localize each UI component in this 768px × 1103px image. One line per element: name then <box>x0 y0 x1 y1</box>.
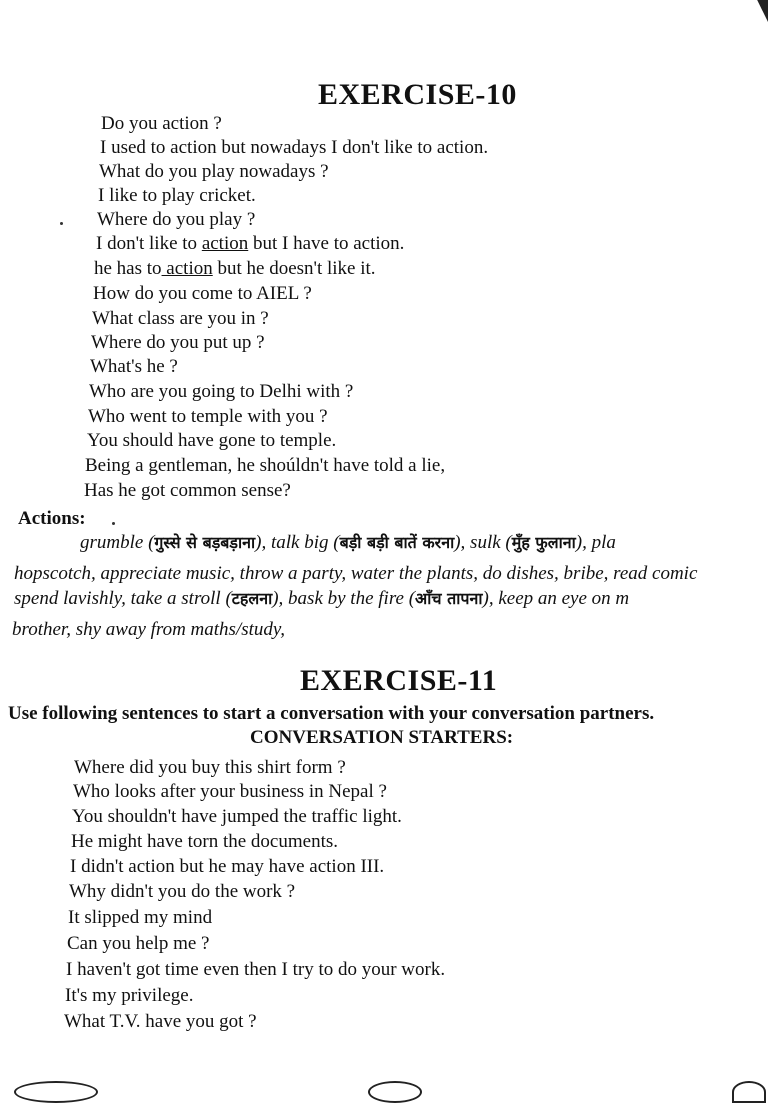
actions-line-3: spend lavishly, take a stroll (टहलना), bask by the fire (आँच तापना), keep an eye on m <box>14 588 630 609</box>
exercise-11-line: It slipped my mind <box>68 907 213 928</box>
exercise-11-line: He might have torn the documents. <box>71 831 338 852</box>
exercise-11-line: Where did you buy this shirt form ? <box>74 757 346 778</box>
exercise-10-line: Being a gentleman, he shoúldn't have told a lie, <box>85 455 446 476</box>
exercise-10-line: How do you come to AIEL ? <box>93 283 312 304</box>
exercise-10-line: Has he got common sense? <box>84 480 291 501</box>
exercise-10-line: Who went to temple with you ? <box>88 406 328 427</box>
exercise-10-line: Do you action ? <box>101 113 222 134</box>
exercise-10-title: EXERCISE-10 <box>318 78 517 111</box>
exercise-10-line: I don't like to action but I have to action. <box>96 233 405 254</box>
bottom-shape-center <box>368 1081 422 1103</box>
exercise-11-line: Who looks after your business in Nepal ? <box>73 781 387 802</box>
bottom-shape-left <box>14 1081 98 1103</box>
exercise-11-line: I haven't got time even then I try to do your work. <box>66 959 446 980</box>
actions-line-1: grumble (गुस्से से बड़बड़ाना), talk big (बड़ी बड़ी बातें करना), sulk (मुँह फुलाना), pla <box>80 532 616 553</box>
exercise-11-intro: Use following sentences to start a conversation with your conversation partners. <box>8 703 655 724</box>
exercise-11-line: What T.V. have you got ? <box>64 1011 257 1032</box>
actions-line-4: brother, shy away from maths/study, <box>12 619 286 640</box>
exercise-10-line: he has to action but he doesn't like it. <box>94 258 376 279</box>
actions-line-2: hopscotch, appreciate music, throw a party, water the plants, do dishes, bribe, read comic <box>14 563 698 584</box>
exercise-11-line: I didn't action but he may have action III. <box>70 856 385 877</box>
exercise-11-line: You shouldn't have jumped the traffic light. <box>72 806 402 827</box>
exercise-11-line: Can you help me ? <box>67 933 210 954</box>
exercise-10-line: I like to play cricket. <box>98 185 256 206</box>
exercise-11-line: Why didn't you do the work ? <box>69 881 296 902</box>
bullet-speck <box>60 222 63 225</box>
exercise-10-line: Where do you put up ? <box>91 332 265 353</box>
exercise-10-line: I used to action but nowadays I don't like to action. <box>100 137 489 158</box>
conversation-starters-heading: CONVERSATION STARTERS: <box>250 727 514 748</box>
page-corner-mark <box>750 0 768 22</box>
actions-label: Actions: <box>18 508 86 529</box>
exercise-10-line: What's he ? <box>90 356 178 377</box>
exercise-10-line: Who are you going to Delhi with ? <box>89 381 354 402</box>
bottom-shape-right <box>732 1081 766 1103</box>
speck <box>112 522 115 525</box>
exercise-10-line: You should have gone to temple. <box>87 430 337 451</box>
exercise-11-title: EXERCISE-11 <box>300 664 498 697</box>
exercise-10-line: Where do you play ? <box>97 209 256 230</box>
exercise-10-line: What class are you in ? <box>92 308 269 329</box>
exercise-11-line: It's my privilege. <box>65 985 194 1006</box>
exercise-10-line: What do you play nowadays ? <box>99 161 329 182</box>
